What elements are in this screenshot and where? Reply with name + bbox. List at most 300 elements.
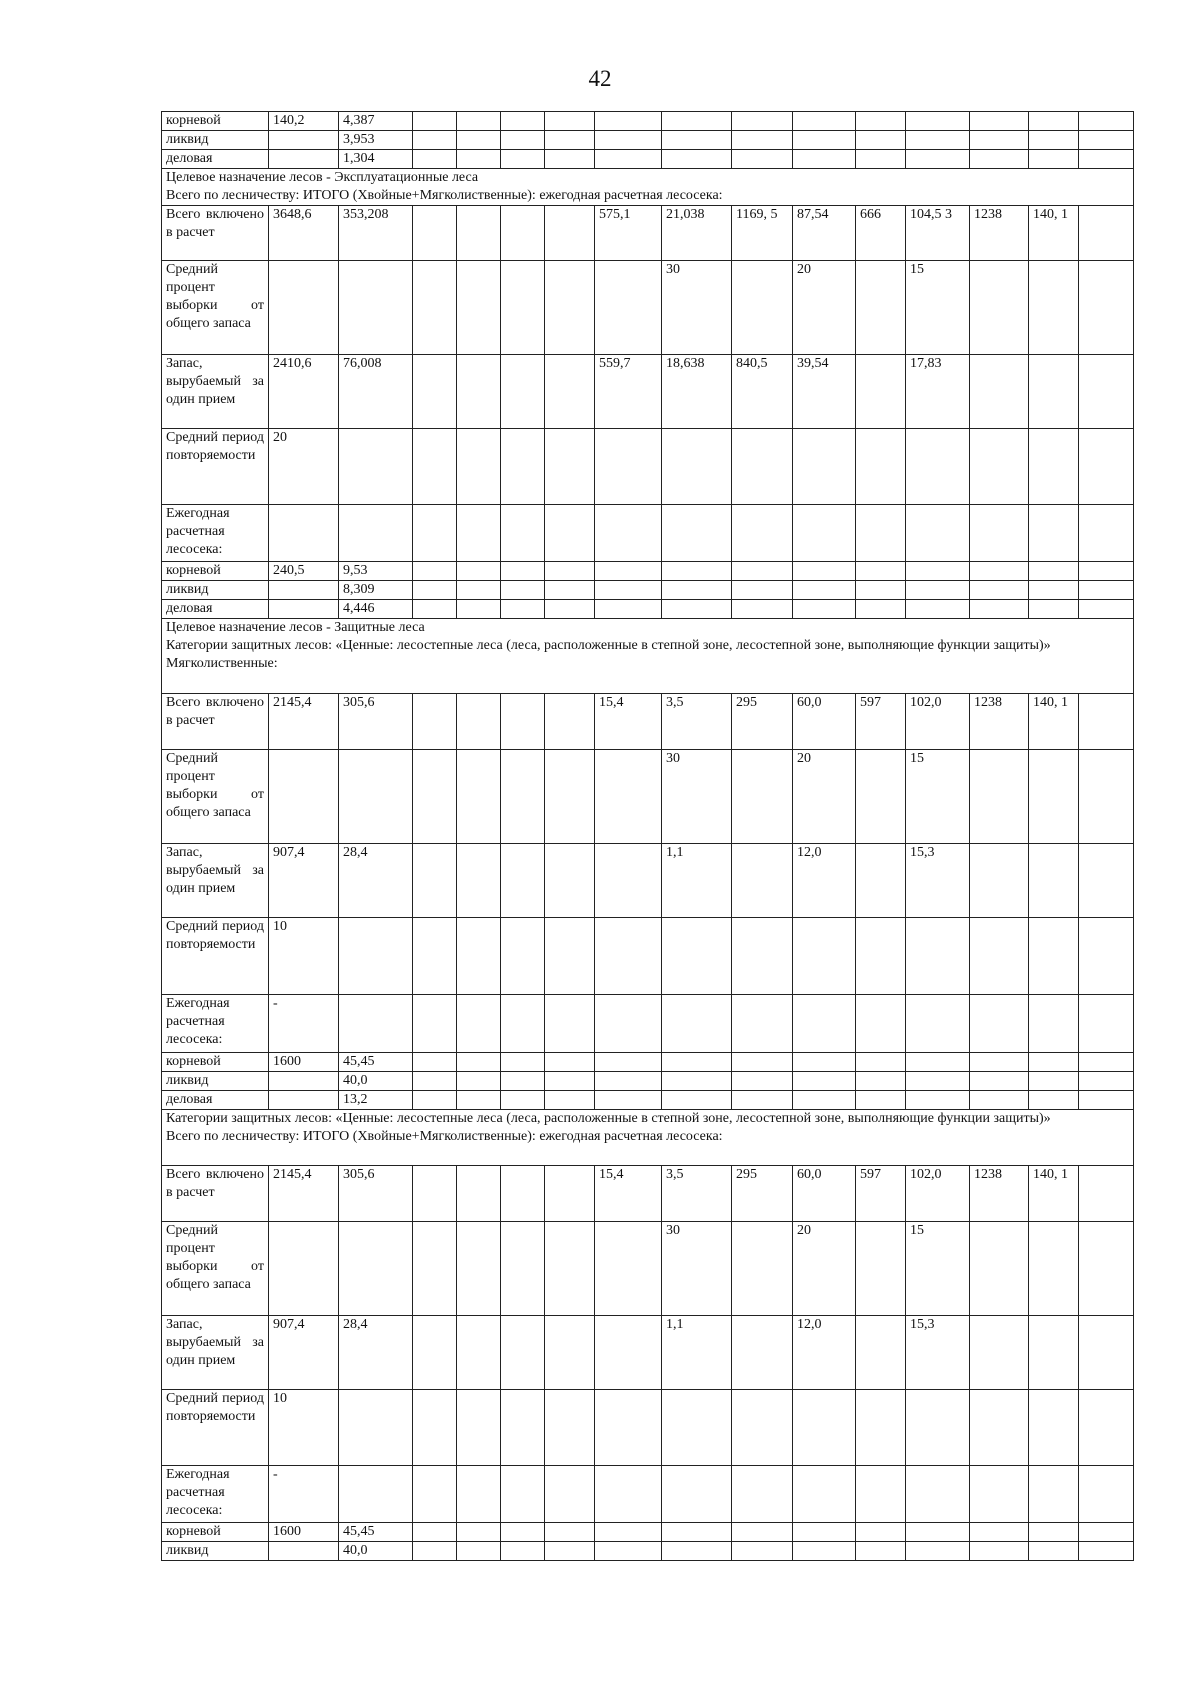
- table-cell: 102,0: [906, 694, 970, 750]
- row-label: Ежегодная расчетная лесосека:: [162, 995, 269, 1053]
- table-cell: [906, 995, 970, 1053]
- table-cell: 20: [793, 750, 856, 844]
- table-cell: 40,0: [339, 1542, 413, 1561]
- table-cell: [1029, 600, 1079, 619]
- table-cell: [732, 1316, 793, 1390]
- table-cell: [970, 1523, 1029, 1542]
- table-cell: [1079, 844, 1134, 918]
- row-label: Средний период повторяемости: [162, 918, 269, 995]
- table-cell: 45,45: [339, 1053, 413, 1072]
- table-cell: 140, 1: [1029, 1166, 1079, 1222]
- table-cell: [269, 1222, 339, 1316]
- table-cell: [413, 429, 457, 505]
- table-cell: 10: [269, 918, 339, 995]
- table-cell: [1029, 112, 1079, 131]
- table-cell: [856, 1316, 906, 1390]
- table-cell: [595, 1053, 662, 1072]
- section-header-row: [162, 1110, 1134, 1166]
- table-cell: [1029, 581, 1079, 600]
- table-cell: [457, 600, 501, 619]
- table-cell: [662, 995, 732, 1053]
- table-cell: 305,6: [339, 1166, 413, 1222]
- table-cell: [906, 112, 970, 131]
- table-cell: [970, 355, 1029, 429]
- table-cell: [793, 1390, 856, 1466]
- table-cell: [1079, 131, 1134, 150]
- table-cell: [545, 1316, 595, 1390]
- table-cell: [457, 1222, 501, 1316]
- table-cell: [545, 581, 595, 600]
- table-cell: [457, 150, 501, 169]
- table-cell: [501, 131, 545, 150]
- table-cell: [732, 562, 793, 581]
- table-cell: [413, 150, 457, 169]
- table-cell: [501, 995, 545, 1053]
- table-cell: 17,83: [906, 355, 970, 429]
- table-cell: [595, 429, 662, 505]
- table-cell: [856, 1072, 906, 1091]
- table-cell: [413, 1316, 457, 1390]
- table-cell: [545, 600, 595, 619]
- table-cell: [1029, 1316, 1079, 1390]
- table-cell: [662, 581, 732, 600]
- table-cell: [732, 261, 793, 355]
- table-cell: 60,0: [793, 694, 856, 750]
- table-cell: 1238: [970, 694, 1029, 750]
- table-cell: [732, 581, 793, 600]
- table-cell: 28,4: [339, 1316, 413, 1390]
- table-cell: 30: [662, 261, 732, 355]
- table-cell: [856, 1390, 906, 1466]
- table-cell: [545, 694, 595, 750]
- page-number: 42: [588, 66, 612, 91]
- table-cell: [793, 150, 856, 169]
- table-cell: [856, 995, 906, 1053]
- row-label: Средний период повторяемости: [162, 1390, 269, 1466]
- table-cell: [662, 150, 732, 169]
- table-cell: [1029, 1053, 1079, 1072]
- table-cell: [545, 206, 595, 261]
- table-cell: [269, 150, 339, 169]
- table-cell: [595, 995, 662, 1053]
- row-label: Средний процент выборки от общего запаса: [162, 1222, 269, 1316]
- section-header-cell: [162, 169, 1134, 206]
- table-cell: [545, 1390, 595, 1466]
- table-cell: [339, 750, 413, 844]
- table-cell: [339, 429, 413, 505]
- table-cell: 3648,6: [269, 206, 339, 261]
- row-label: деловая: [162, 150, 269, 169]
- table-cell: [1079, 1166, 1134, 1222]
- table-cell: [269, 1542, 339, 1561]
- table-cell: [906, 1542, 970, 1561]
- table-cell: [413, 1053, 457, 1072]
- table-cell: [501, 1053, 545, 1072]
- table-cell: [595, 1466, 662, 1523]
- table-cell: [793, 1542, 856, 1561]
- table-cell: [970, 918, 1029, 995]
- table-cell: [856, 581, 906, 600]
- row-label: корневой: [162, 112, 269, 131]
- row-label: корневой: [162, 1523, 269, 1542]
- table-cell: [1029, 562, 1079, 581]
- table-cell: 40,0: [339, 1072, 413, 1091]
- table-cell: [856, 600, 906, 619]
- table-cell: [906, 1091, 970, 1110]
- section-line: Категории защитных лесов: «Ценные: лесостепные леса (леса, расположенные в степной зоне, лесостепной зоне, выполняющие функции защиты)»: [166, 638, 1051, 653]
- table-cell: [545, 150, 595, 169]
- table-cell: [970, 562, 1029, 581]
- table-cell: [1079, 918, 1134, 995]
- table-cell: [793, 1053, 856, 1072]
- table-cell: [856, 261, 906, 355]
- table-cell: [970, 429, 1029, 505]
- table-cell: [662, 1523, 732, 1542]
- table-cell: [662, 1053, 732, 1072]
- row-label: Всего включено в расчет: [162, 206, 269, 261]
- table-cell: [595, 1316, 662, 1390]
- section-line: Мягколиственные:: [166, 656, 278, 671]
- table-cell: [501, 1390, 545, 1466]
- table-cell: [501, 112, 545, 131]
- table-cell: [1029, 1222, 1079, 1316]
- table-cell: [457, 1523, 501, 1542]
- table-cell: [501, 150, 545, 169]
- table-cell: [906, 150, 970, 169]
- table-cell: [595, 150, 662, 169]
- table-cell: [662, 505, 732, 562]
- table-cell: [457, 581, 501, 600]
- table-cell: [269, 581, 339, 600]
- table-cell: 60,0: [793, 1166, 856, 1222]
- table-cell: [545, 1091, 595, 1110]
- table-cell: [732, 1053, 793, 1072]
- table-cell: [970, 150, 1029, 169]
- table-cell: [457, 261, 501, 355]
- table-cell: 1169, 5: [732, 206, 793, 261]
- table-cell: 1238: [970, 206, 1029, 261]
- table-cell: [501, 261, 545, 355]
- table-cell: [1029, 844, 1079, 918]
- table-row: [162, 505, 1134, 562]
- table-cell: [856, 1053, 906, 1072]
- table-cell: [906, 1053, 970, 1072]
- table-cell: 4,446: [339, 600, 413, 619]
- table-cell: [970, 844, 1029, 918]
- table-cell: [970, 1091, 1029, 1110]
- table-cell: 575,1: [595, 206, 662, 261]
- table-cell: [732, 750, 793, 844]
- table-cell: [970, 995, 1029, 1053]
- table-cell: [269, 600, 339, 619]
- table-cell: [413, 261, 457, 355]
- table-cell: [501, 918, 545, 995]
- table-cell: [545, 562, 595, 581]
- table-cell: [595, 581, 662, 600]
- table-row: [162, 750, 1134, 844]
- table-cell: [269, 261, 339, 355]
- table-cell: 12,0: [793, 1316, 856, 1390]
- table-cell: [413, 1091, 457, 1110]
- table-cell: [970, 581, 1029, 600]
- table-cell: [1029, 918, 1079, 995]
- table-cell: [856, 1523, 906, 1542]
- table-row: [162, 1390, 1134, 1466]
- table-cell: [906, 1072, 970, 1091]
- table-cell: [662, 918, 732, 995]
- table-cell: [413, 1222, 457, 1316]
- forest-harvest-table: [161, 111, 1134, 1561]
- table-cell: [269, 505, 339, 562]
- table-cell: [501, 1523, 545, 1542]
- table-cell: [732, 112, 793, 131]
- table-cell: [906, 918, 970, 995]
- table-cell: [457, 1072, 501, 1091]
- table-cell: [662, 1542, 732, 1561]
- table-cell: [413, 1466, 457, 1523]
- table-cell: 907,4: [269, 844, 339, 918]
- table-cell: [906, 1466, 970, 1523]
- table-cell: [545, 429, 595, 505]
- table-cell: [339, 261, 413, 355]
- table-cell: [1079, 1542, 1134, 1561]
- table-cell: [1079, 1466, 1134, 1523]
- table-cell: [732, 844, 793, 918]
- table-cell: [662, 1390, 732, 1466]
- table-cell: [457, 694, 501, 750]
- table-cell: [970, 1390, 1029, 1466]
- table-cell: 907,4: [269, 1316, 339, 1390]
- table-cell: [970, 1466, 1029, 1523]
- table-cell: [457, 562, 501, 581]
- table-row: [162, 694, 1134, 750]
- table-cell: [545, 355, 595, 429]
- table-cell: [732, 150, 793, 169]
- table-cell: [545, 1523, 595, 1542]
- table-cell: [545, 918, 595, 995]
- table-cell: [269, 131, 339, 150]
- table-cell: [793, 600, 856, 619]
- table-cell: [856, 355, 906, 429]
- table-cell: [457, 995, 501, 1053]
- table-cell: [501, 750, 545, 844]
- row-label: ликвид: [162, 1542, 269, 1561]
- table-cell: 1238: [970, 1166, 1029, 1222]
- table-cell: [501, 600, 545, 619]
- table-cell: [906, 429, 970, 505]
- table-cell: 4,387: [339, 112, 413, 131]
- table-cell: [413, 1166, 457, 1222]
- table-cell: [595, 1542, 662, 1561]
- table-cell: [1029, 995, 1079, 1053]
- table-cell: [413, 206, 457, 261]
- table-cell: [457, 112, 501, 131]
- row-label: Средний период повторяемости: [162, 429, 269, 505]
- table-cell: [1029, 1523, 1079, 1542]
- table-cell: [269, 750, 339, 844]
- table-cell: 597: [856, 1166, 906, 1222]
- table-row: [162, 1466, 1134, 1523]
- table-cell: 597: [856, 694, 906, 750]
- table-cell: [1079, 581, 1134, 600]
- section-header-row: [162, 169, 1134, 206]
- table-cell: 3,953: [339, 131, 413, 150]
- table-cell: [793, 1466, 856, 1523]
- table-cell: -: [269, 1466, 339, 1523]
- table-cell: 15,3: [906, 1316, 970, 1390]
- table-cell: [1079, 261, 1134, 355]
- table-cell: [970, 600, 1029, 619]
- table-cell: [732, 995, 793, 1053]
- table-cell: [732, 1091, 793, 1110]
- table-cell: [1079, 600, 1134, 619]
- table-cell: 87,54: [793, 206, 856, 261]
- table-row: [162, 206, 1134, 261]
- table-cell: 559,7: [595, 355, 662, 429]
- table-cell: [1079, 1390, 1134, 1466]
- table-cell: [501, 206, 545, 261]
- table-cell: [457, 1316, 501, 1390]
- table-cell: [545, 844, 595, 918]
- table-cell: [595, 261, 662, 355]
- table-cell: [595, 750, 662, 844]
- table-cell: [970, 1542, 1029, 1561]
- table-cell: [662, 131, 732, 150]
- row-label: Средний процент выборки от общего запаса: [162, 261, 269, 355]
- table-cell: 45,45: [339, 1523, 413, 1542]
- table-cell: [595, 1523, 662, 1542]
- table-row: [162, 581, 1134, 600]
- section-line: Категории защитных лесов: «Ценные: лесостепные леса (леса, расположенные в степной зоне, лесостепной зоне, выполняющие функции защиты)»: [166, 1111, 1051, 1126]
- section-line: Всего по лесничеству: ИТОГО (Хвойные+Мягколиственные): ежегодная расчетная лесосека:: [166, 188, 723, 203]
- table-cell: [413, 562, 457, 581]
- table-cell: 13,2: [339, 1091, 413, 1110]
- table-cell: 2145,4: [269, 694, 339, 750]
- table-cell: [413, 694, 457, 750]
- table-cell: [793, 429, 856, 505]
- table-cell: [457, 1053, 501, 1072]
- table-cell: [545, 1053, 595, 1072]
- table-cell: [1079, 1091, 1134, 1110]
- table-cell: 28,4: [339, 844, 413, 918]
- table-cell: [1029, 261, 1079, 355]
- table-cell: [1079, 1222, 1134, 1316]
- table-cell: 1,304: [339, 150, 413, 169]
- table-cell: [501, 1072, 545, 1091]
- table-cell: [545, 1222, 595, 1316]
- table-row: [162, 1053, 1134, 1072]
- table-cell: [457, 1542, 501, 1561]
- table-cell: [856, 1222, 906, 1316]
- table-cell: [856, 150, 906, 169]
- table-cell: 15,3: [906, 844, 970, 918]
- table-cell: [662, 1466, 732, 1523]
- table-cell: 15: [906, 261, 970, 355]
- table-cell: 15,4: [595, 1166, 662, 1222]
- table-cell: [339, 505, 413, 562]
- table-row: [162, 1316, 1134, 1390]
- table-cell: 1,1: [662, 1316, 732, 1390]
- table-cell: [793, 1072, 856, 1091]
- row-label: ликвид: [162, 131, 269, 150]
- table-cell: 104,5 3: [906, 206, 970, 261]
- table-cell: [1079, 150, 1134, 169]
- table-cell: 10: [269, 1390, 339, 1466]
- table-cell: [662, 600, 732, 619]
- table-cell: 30: [662, 750, 732, 844]
- table-cell: 30: [662, 1222, 732, 1316]
- table-cell: [595, 1390, 662, 1466]
- table-cell: [970, 1222, 1029, 1316]
- table-cell: 8,309: [339, 581, 413, 600]
- table-cell: [457, 206, 501, 261]
- table-cell: [1079, 562, 1134, 581]
- table-cell: [413, 995, 457, 1053]
- table-cell: [501, 581, 545, 600]
- table-cell: [269, 1091, 339, 1110]
- table-cell: [339, 1466, 413, 1523]
- section-line: Всего по лесничеству: ИТОГО (Хвойные+Мягколиственные): ежегодная расчетная лесосека:: [166, 1129, 723, 1144]
- table-cell: [732, 429, 793, 505]
- table-cell: [413, 918, 457, 995]
- table-cell: 3,5: [662, 694, 732, 750]
- table-cell: [595, 505, 662, 562]
- table-cell: [457, 1166, 501, 1222]
- table-cell: [906, 1523, 970, 1542]
- section-header-cell: [162, 1110, 1134, 1166]
- table-cell: [1079, 694, 1134, 750]
- table-cell: [906, 600, 970, 619]
- table-cell: [856, 844, 906, 918]
- table-cell: 3,5: [662, 1166, 732, 1222]
- table-cell: [1079, 1316, 1134, 1390]
- table-cell: 39,54: [793, 355, 856, 429]
- table-row: [162, 150, 1134, 169]
- table-cell: [906, 1390, 970, 1466]
- table-cell: 1600: [269, 1523, 339, 1542]
- table-cell: [793, 112, 856, 131]
- row-label: деловая: [162, 600, 269, 619]
- table-cell: [457, 918, 501, 995]
- row-label: Запас, вырубаемый за один прием: [162, 1316, 269, 1390]
- row-label: Ежегодная расчетная лесосека:: [162, 505, 269, 562]
- table-cell: [413, 112, 457, 131]
- table-cell: [856, 1466, 906, 1523]
- table-cell: [501, 1091, 545, 1110]
- table-cell: [856, 131, 906, 150]
- table-row: [162, 1091, 1134, 1110]
- table-cell: [662, 1091, 732, 1110]
- table-cell: [856, 112, 906, 131]
- table-cell: 353,208: [339, 206, 413, 261]
- table-cell: 140, 1: [1029, 206, 1079, 261]
- table-cell: [1079, 112, 1134, 131]
- table-row: [162, 844, 1134, 918]
- table-cell: [339, 1390, 413, 1466]
- table-cell: [1079, 1072, 1134, 1091]
- table-cell: [501, 1222, 545, 1316]
- table-cell: [501, 1316, 545, 1390]
- table-cell: [970, 261, 1029, 355]
- table-row: [162, 1072, 1134, 1091]
- table-cell: [1079, 206, 1134, 261]
- table-cell: [595, 1072, 662, 1091]
- table-cell: [793, 1523, 856, 1542]
- table-cell: 15: [906, 1222, 970, 1316]
- table-cell: [970, 750, 1029, 844]
- table-cell: [269, 1072, 339, 1091]
- table-cell: [501, 1542, 545, 1561]
